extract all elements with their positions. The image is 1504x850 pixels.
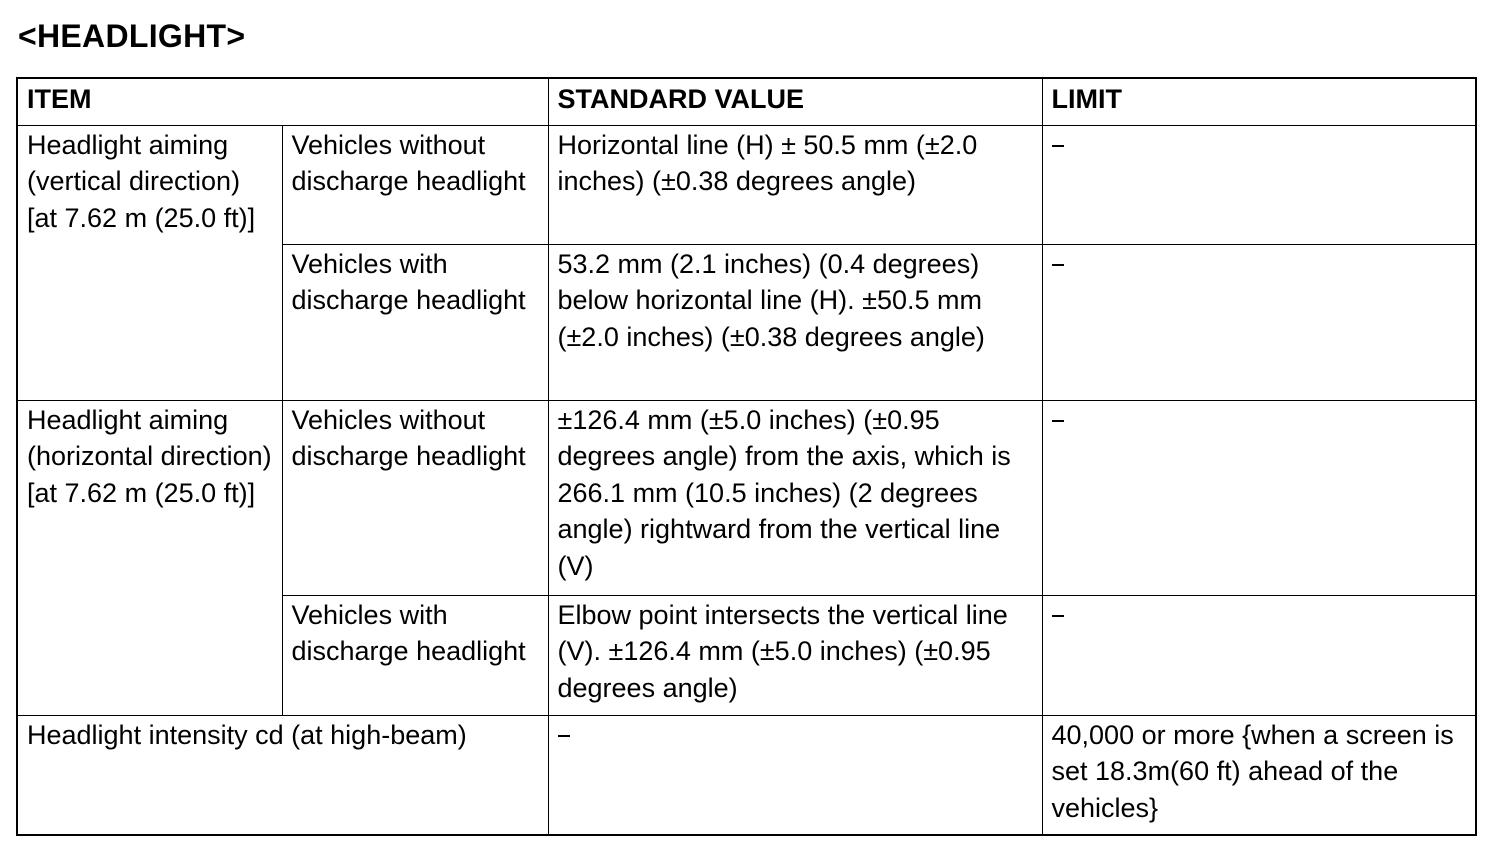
item-cell-intensity: Headlight intensity cd (at high-beam) <box>17 715 548 835</box>
condition-cell: Vehicles with discharge headlight <box>282 595 548 715</box>
header-standard-value: STANDARD VALUE <box>548 78 1042 125</box>
limit-cell: 40,000 or more {when a screen is set 18.3m(60 ft) ahead of the vehicles} <box>1042 715 1476 835</box>
condition-cell: Vehicles without discharge headlight <box>282 400 548 595</box>
standard-value-cell: Elbow point intersects the vertical line (V). ±126.4 mm (±5.0 inches) (±0.95 degrees angle) <box>548 595 1042 715</box>
standard-value-cell: Horizontal line (H) ± 50.5 mm (±2.0 inches) (±0.38 degrees angle) <box>548 125 1042 244</box>
table-header-row <box>17 78 1476 125</box>
item-cell-horizontal-aiming: Headlight aiming (horizontal direction) [at 7.62 m (25.0 ft)] <box>17 400 282 715</box>
limit-cell <box>1042 125 1476 244</box>
dash-mark <box>1052 264 1064 266</box>
item-cell-vertical-aiming: Headlight aiming (vertical direction) [at 7.62 m (25.0 ft)] <box>17 125 282 400</box>
page-title: <HEADLIGHT> <box>18 18 246 54</box>
header-item: ITEM <box>17 78 548 125</box>
condition-cell: Vehicles without discharge headlight <box>282 125 548 244</box>
table-row <box>17 400 1476 595</box>
dash-mark <box>1052 615 1064 617</box>
dash-mark <box>1052 420 1064 422</box>
header-limit: LIMIT <box>1042 78 1476 125</box>
table-row <box>17 715 1476 835</box>
headlight-spec-table <box>16 77 1477 836</box>
limit-cell <box>1042 595 1476 715</box>
limit-cell <box>1042 400 1476 595</box>
dash-mark <box>1052 145 1064 147</box>
standard-value-cell: 53.2 mm (2.1 inches) (0.4 degrees) below horizontal line (H). ±50.5 mm (±2.0 inches) (±0.38 degrees angle) <box>548 244 1042 400</box>
standard-value-cell: ±126.4 mm (±5.0 inches) (±0.95 degrees angle) from the axis, which is 266.1 mm (10.5 inches) (2 degrees angle) rightward from the vertical line (V) <box>548 400 1042 595</box>
dash-mark <box>558 735 570 737</box>
standard-value-cell <box>548 715 1042 835</box>
limit-cell <box>1042 244 1476 400</box>
condition-cell: Vehicles with discharge headlight <box>282 244 548 400</box>
table-row <box>17 125 1476 244</box>
